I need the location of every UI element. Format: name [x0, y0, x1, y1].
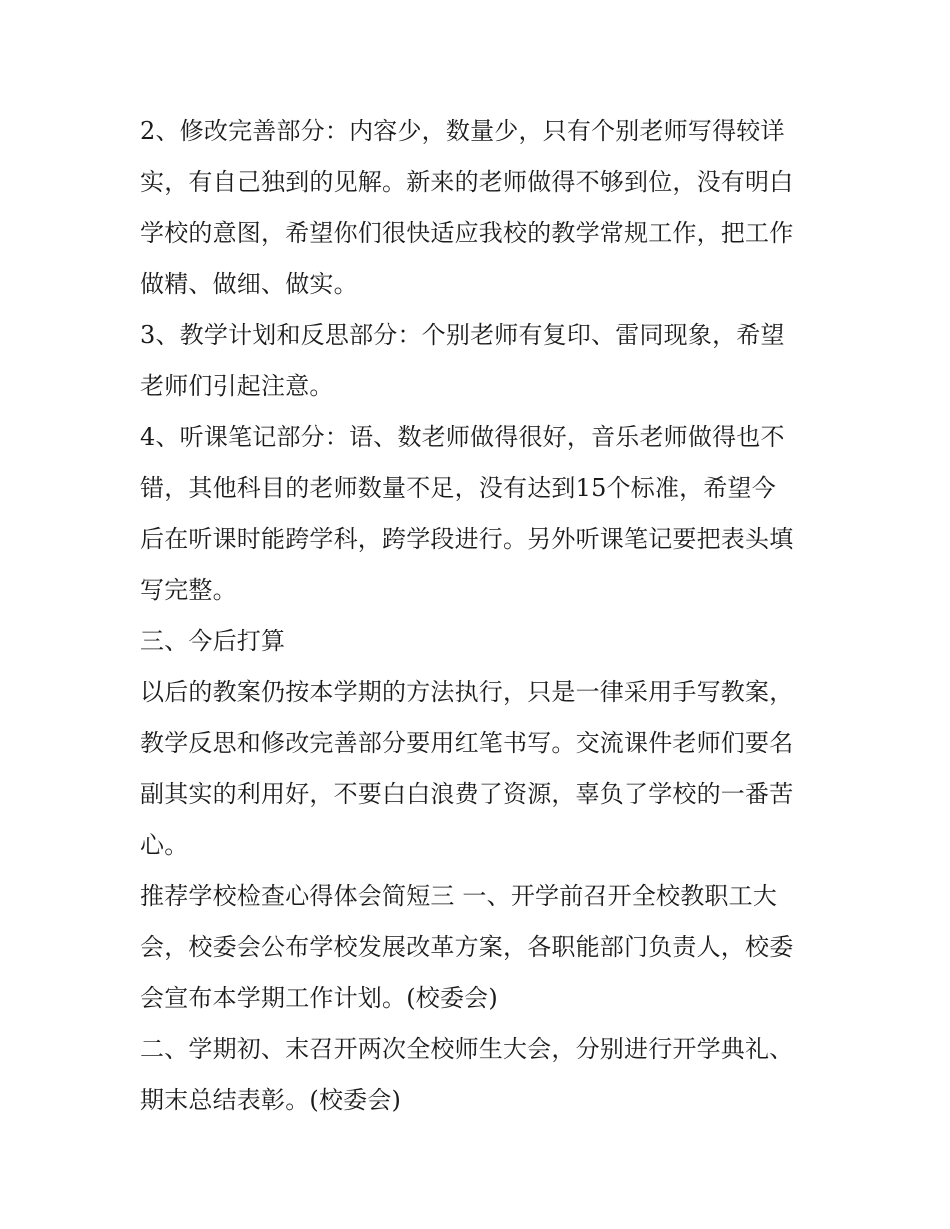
text-line: 以后的教案仍按本学期的方法执行，只是一律采用手写教案， — [140, 678, 794, 706]
text-line: 二、学期初、末召开两次全校师生大会，分别进行开学典礼、 — [140, 1035, 794, 1063]
text-line: 做精、做细、做实。 — [140, 270, 358, 298]
text-line: 期末总结表彰。(校委会) — [140, 1086, 402, 1114]
text-line: 实，有自己独到的见解。新来的老师做得不够到位，没有明白 — [140, 168, 794, 196]
text-line: 学校的意图，希望你们很快适应我校的教学常规工作，把工作 — [140, 219, 794, 247]
text-line: 心。 — [140, 831, 189, 859]
text-line: 错，其他科目的老师数量不足，没有达到15个标准，希望今 — [140, 474, 776, 502]
text-line: 后在听课时能跨学科，跨学段进行。另外听课笔记要把表头填 — [140, 525, 794, 553]
text-line: 2、修改完善部分：内容少，数量少，只有个别老师写得较详 — [140, 117, 785, 145]
text-line: 会，校委会公布学校发展改革方案，各职能部门负责人，校委 — [140, 933, 794, 961]
document-body — [140, 106, 820, 1126]
text-line: 副其实的利用好，不要白白浪费了资源，辜负了学校的一番苦 — [140, 780, 794, 808]
text-line: 教学反思和修改完善部分要用红笔书写。交流课件老师们要名 — [140, 729, 794, 757]
section-heading: 三、今后打算 — [140, 627, 286, 655]
text-line: 推荐学校检查心得体会简短三 一、开学前召开全校教职工大 — [140, 882, 778, 910]
text-line: 3、教学计划和反思部分：个别老师有复印、雷同现象，希望 — [140, 321, 785, 349]
text-line: 会宣布本学期工作计划。(校委会) — [140, 984, 498, 1012]
text-line: 4、听课笔记部分：语、数老师做得很好，音乐老师做得也不 — [140, 423, 785, 451]
text-line: 写完整。 — [140, 576, 237, 604]
text-line: 老师们引起注意。 — [140, 372, 334, 400]
